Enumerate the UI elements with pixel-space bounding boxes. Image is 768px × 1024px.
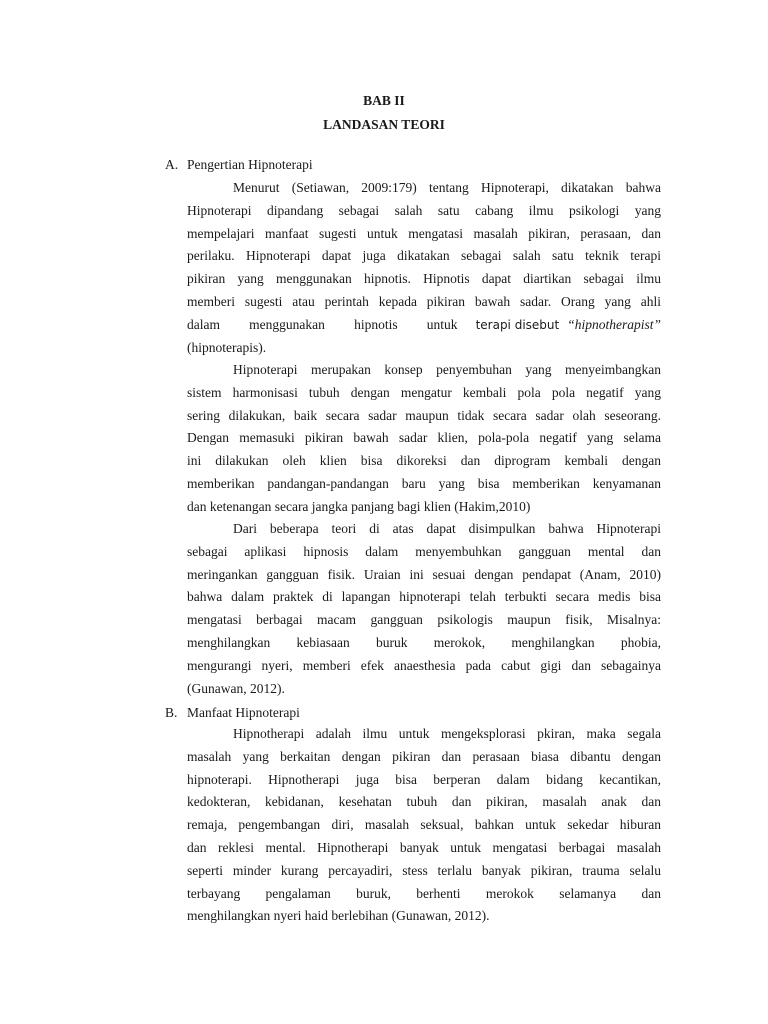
line-text-serif [187,314,458,337]
paragraph-line: kedokteran, kebidanan, kesehatan tubuh dan pikiran, masalah anak dan [187,794,661,810]
section-a-title: Pengertian Hipnoterapi [187,157,313,172]
paragraph-line: pikiran yang menggunakan hipnotis. Hipnotis dapat diartikan sebagai ilmu [187,271,661,287]
section-a-letter: A. [165,157,179,172]
chapter-title: LANDASAN TEORI [323,117,445,132]
paragraph-line: Dengan memasuki pikiran bawah sadar klien, pola-pola negatif yang selama [187,430,661,446]
paragraph-line: meringankan gangguan fisik. Uraian ini sesuai dengan pendapat (Anam, 2010) [187,566,661,582]
section-b-title: Manfaat Hipnoterapi [187,705,300,720]
paragraph-line: sering dilakukan, baik secara sadar maupun tidak secara sadar olah seseorang. [187,407,661,423]
paragraph-line: sebagai aplikasi hipnosis dalam menyembuhkan gangguan mental dan [187,543,661,559]
paragraph-line: bahwa dalam praktek di lapangan hipnoterapi telah terbukti secara medis bisa [187,589,661,605]
paragraph-line: (hipnoterapis). [187,339,267,355]
paragraph-line: mempelajari manfaat sugesti untuk mengatasi masalah pikiran, perasaan, dan [187,225,661,241]
paragraph-line: dan ketenangan secara jangka panjang bagi klien (Hakim,2010) [187,498,531,514]
paragraph-line: menghilangkan kebiasaan buruk merokok, menghilangkan phobia, [187,634,661,650]
paragraph-line: memberikan pandangan-pandangan baru yang bisa memberikan kenyamanan [187,475,661,491]
paragraph-line: terbayang pengalaman buruk, berhenti merokok selamanya dan [187,885,661,901]
section-b-heading [165,705,300,721]
chapter-number: BAB II [363,93,405,108]
paragraph-line: Hipnoterapi merupakan konsep penyembuhan yang menyeimbangkan [233,362,661,377]
paragraph-line: mengatasi berbagai macam gangguan psikologis maupun fisik, Misalnya: [187,612,661,628]
paragraph-line: remaja, pengembangan diri, masalah seksual, bahkan untuk sekedar hiburan [187,817,661,833]
paragraph-a2 [187,359,661,519]
paragraph-b1 [187,723,661,928]
word-menggunakan: menggunakan [249,316,325,332]
word-hipnotis: hipnotis [354,316,398,332]
line-text-sans: terapi disebut [475,317,560,332]
paragraph-a3 [187,518,661,700]
paragraph-line: perilaku. Hipnoterapi dapat juga dikatakan sebagai salah satu teknik terapi [187,248,661,264]
paragraph-line: sistem harmonisasi tubuh dengan mengatur kembali pola pola negatif yang [187,384,661,400]
paragraph-line: hipnoterapi. Hipnotherapi juga bisa berperan dalam bidang kecantikan, [187,771,661,787]
section-a-heading [165,157,313,173]
paragraph-line: Dari beberapa teori di atas dapat disimpulkan bahwa Hipnoterapi [233,521,661,536]
term-hipnotherapist: “hipnotherapist” [567,316,661,332]
paragraph-line: Menurut (Setiawan, 2009:179) tentang Hipnoterapi, dikatakan bahwa [233,180,661,195]
paragraph-line: Hipnotherapi adalah ilmu untuk mengeksplorasi pkiran, maka segala [233,726,661,741]
paragraph-line: menghilangkan nyeri haid berlebihan (Gunawan, 2012). [187,908,490,924]
paragraph-line: ini dilakukan oleh klien bisa dikoreksi dan diprogram kembali dengan [187,453,661,469]
paragraph-line: seperti minder kurang percayadiri, stess terlalu banyak pikiran, trauma selalu [187,862,661,878]
paragraph-line: memberi sugesti atau perintah kepada pikiran bawah sadar. Orang yang ahli [187,293,661,309]
paragraph-line: dan reklesi mental. Hipnotherapi banyak untuk mengatasi berbagai masalah [187,839,661,855]
paragraph-line-mixed [187,314,661,337]
paragraph-line: masalah yang berkaitan dengan pikiran dan perasaan biasa dibantu dengan [187,748,661,764]
paragraph-line: mengurangi nyeri, memberi efek anaesthesia pada cabut gigi dan sebagainya [187,657,661,673]
word-dalam: dalam [187,316,220,332]
paragraph-line: Hipnoterapi dipandang sebagai salah satu cabang ilmu psikologi yang [187,202,661,218]
word-untuk: untuk [426,316,458,332]
paragraph-a1 [187,177,661,359]
section-b-letter: B. [165,705,178,720]
paragraph-line: (Gunawan, 2012). [187,680,285,696]
